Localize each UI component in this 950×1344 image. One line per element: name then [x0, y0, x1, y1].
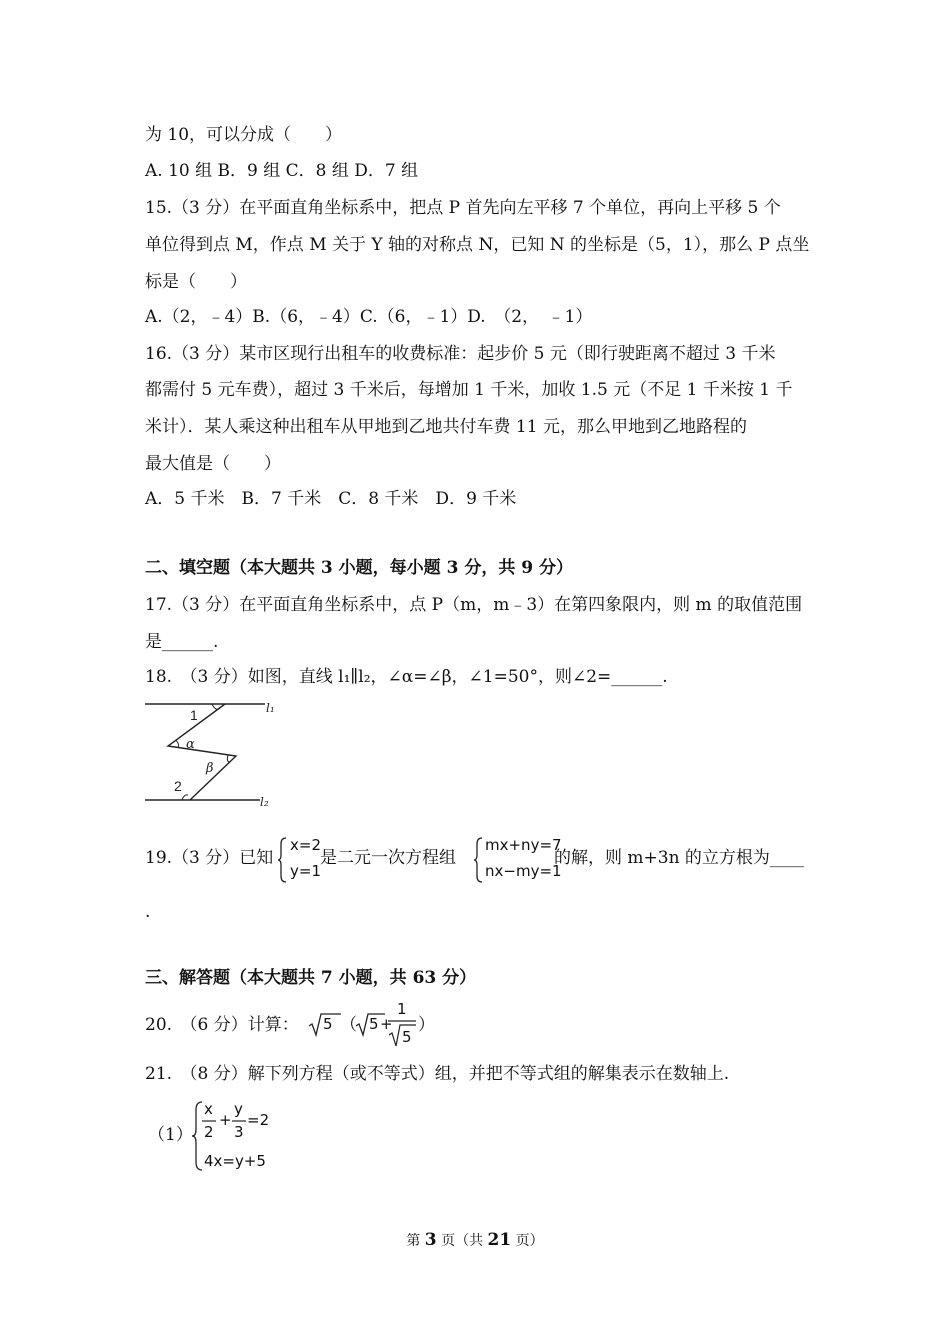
q21-x-numerator: x — [204, 1100, 213, 1118]
brace-2 — [474, 836, 484, 884]
q15-line-3: 标是（ ） — [145, 272, 247, 292]
label-1: 1 — [190, 707, 198, 723]
q14-continuation: 为 10，可以分成（ ） — [145, 125, 343, 145]
label-beta: β — [206, 761, 214, 776]
q20-prefix: 20. （6 分）计算： — [145, 1015, 299, 1035]
q16-line-4: 最大值是（ ） — [145, 454, 281, 474]
q19-system2-eq1: mx+ny=7 — [485, 836, 562, 854]
q19-end-dot: . — [145, 902, 151, 922]
label-alpha: α — [186, 737, 195, 752]
q19-system1-eq2: y=1 — [290, 862, 321, 880]
label-l2: l₂ — [260, 795, 269, 809]
page-footer — [0, 1230, 950, 1250]
q15-line-1: 15.（3 分）在平面直角坐标系中，把点 P 首先向左平移 7 个单位，再向上平移 5 个 — [145, 198, 781, 218]
q20-fraction-numerator: 1 — [397, 1000, 407, 1018]
q21-y-denominator: 3 — [234, 1123, 244, 1141]
q19-middle: 是二元一次方程组 — [320, 848, 456, 868]
q17-line-1: 17.（3 分）在平面直角坐标系中，点 P（m，m﹣3）在第四象限内，则 m 的取值范围 — [145, 595, 803, 615]
brace-1 — [278, 836, 288, 884]
q17-line-2: 是______. — [145, 632, 219, 652]
footer-mid: 页（共 — [441, 1233, 484, 1249]
q21-text: 21. （8 分）解下列方程（或不等式）组，并把不等式组的解集表示在数轴上. — [145, 1064, 730, 1084]
q21-equation-2: 4x=y+5 — [204, 1152, 266, 1170]
q20-fraction-denominator: 5 — [402, 1028, 412, 1046]
q21-x-denominator: 2 — [204, 1123, 214, 1141]
angle-2-arc — [182, 795, 188, 800]
label-2: 2 — [174, 778, 182, 794]
q20-radicand-1: 5 — [323, 1015, 333, 1033]
angle-beta-arc — [227, 755, 230, 762]
q18-text: 18. （3 分）如图，直线 l₁∥l₂，∠α=∠β，∠1=50°，则∠2=______. — [145, 667, 668, 687]
q16-line-2: 都需付 5 元车费），超过 3 千米后，每增加 1 千米，加收 1.5 元（不足 1 千米按 1 千 — [145, 380, 793, 400]
q20-open-paren: （ — [340, 1015, 357, 1035]
angle-1-arc — [212, 704, 220, 709]
label-l1: l₁ — [266, 701, 275, 715]
parallel-lines-figure — [140, 698, 280, 810]
q20-radicand-2: 5 — [369, 1015, 379, 1033]
footer-page-number: 3 — [424, 1230, 437, 1250]
brace-3 — [192, 1100, 204, 1172]
q20-plus: + — [380, 1015, 393, 1033]
q21-plus: + — [219, 1111, 232, 1129]
footer-pre: 第 — [406, 1233, 421, 1249]
q15-options: A.（2，﹣4）B.（6，﹣4）C.（6，﹣1）D. （2， ﹣1） — [145, 307, 593, 327]
q19-system1-eq1: x=2 — [290, 836, 321, 854]
q16-line-1: 16.（3 分）某市区现行出租车的收费标准：起步价 5 元（即行驶距离不超过 3 千米 — [145, 344, 776, 364]
q19-prefix: 19.（3 分）已知 — [145, 848, 274, 868]
footer-post: 页） — [515, 1233, 544, 1249]
q14-options: A. 10 组 B．9 组 C．8 组 D．7 组 — [145, 161, 419, 181]
q16-options: A．5 千米 B．7 千米 C．8 千米 D．9 千米 — [145, 489, 517, 509]
q19-system2-eq2: nx−my=1 — [485, 862, 562, 880]
q20-close-paren: ） — [418, 1015, 435, 1035]
q21-rhs: =2 — [247, 1111, 270, 1129]
q21-y-numerator: y — [234, 1100, 243, 1118]
section-3-heading: 三、解答题（本大题共 7 小题，共 63 分） — [145, 968, 477, 988]
q15-line-2: 单位得到点 M，作点 M 关于 Y 轴的对称点 N，已知 N 的坐标是（5，1），那么 P 点坐 — [145, 235, 810, 255]
q19-suffix: 的解，则 m+3n 的立方根为____ — [554, 848, 804, 868]
q21-sub-label: （1） — [148, 1125, 193, 1145]
footer-total-pages: 21 — [487, 1230, 512, 1250]
section-2-heading: 二、填空题（本大题共 3 小题，每小题 3 分，共 9 分） — [145, 558, 573, 578]
q16-line-3: 米计）．某人乘这种出租车从甲地到乙地共付车费 11 元，那么甲地到乙地路程的 — [145, 417, 747, 437]
